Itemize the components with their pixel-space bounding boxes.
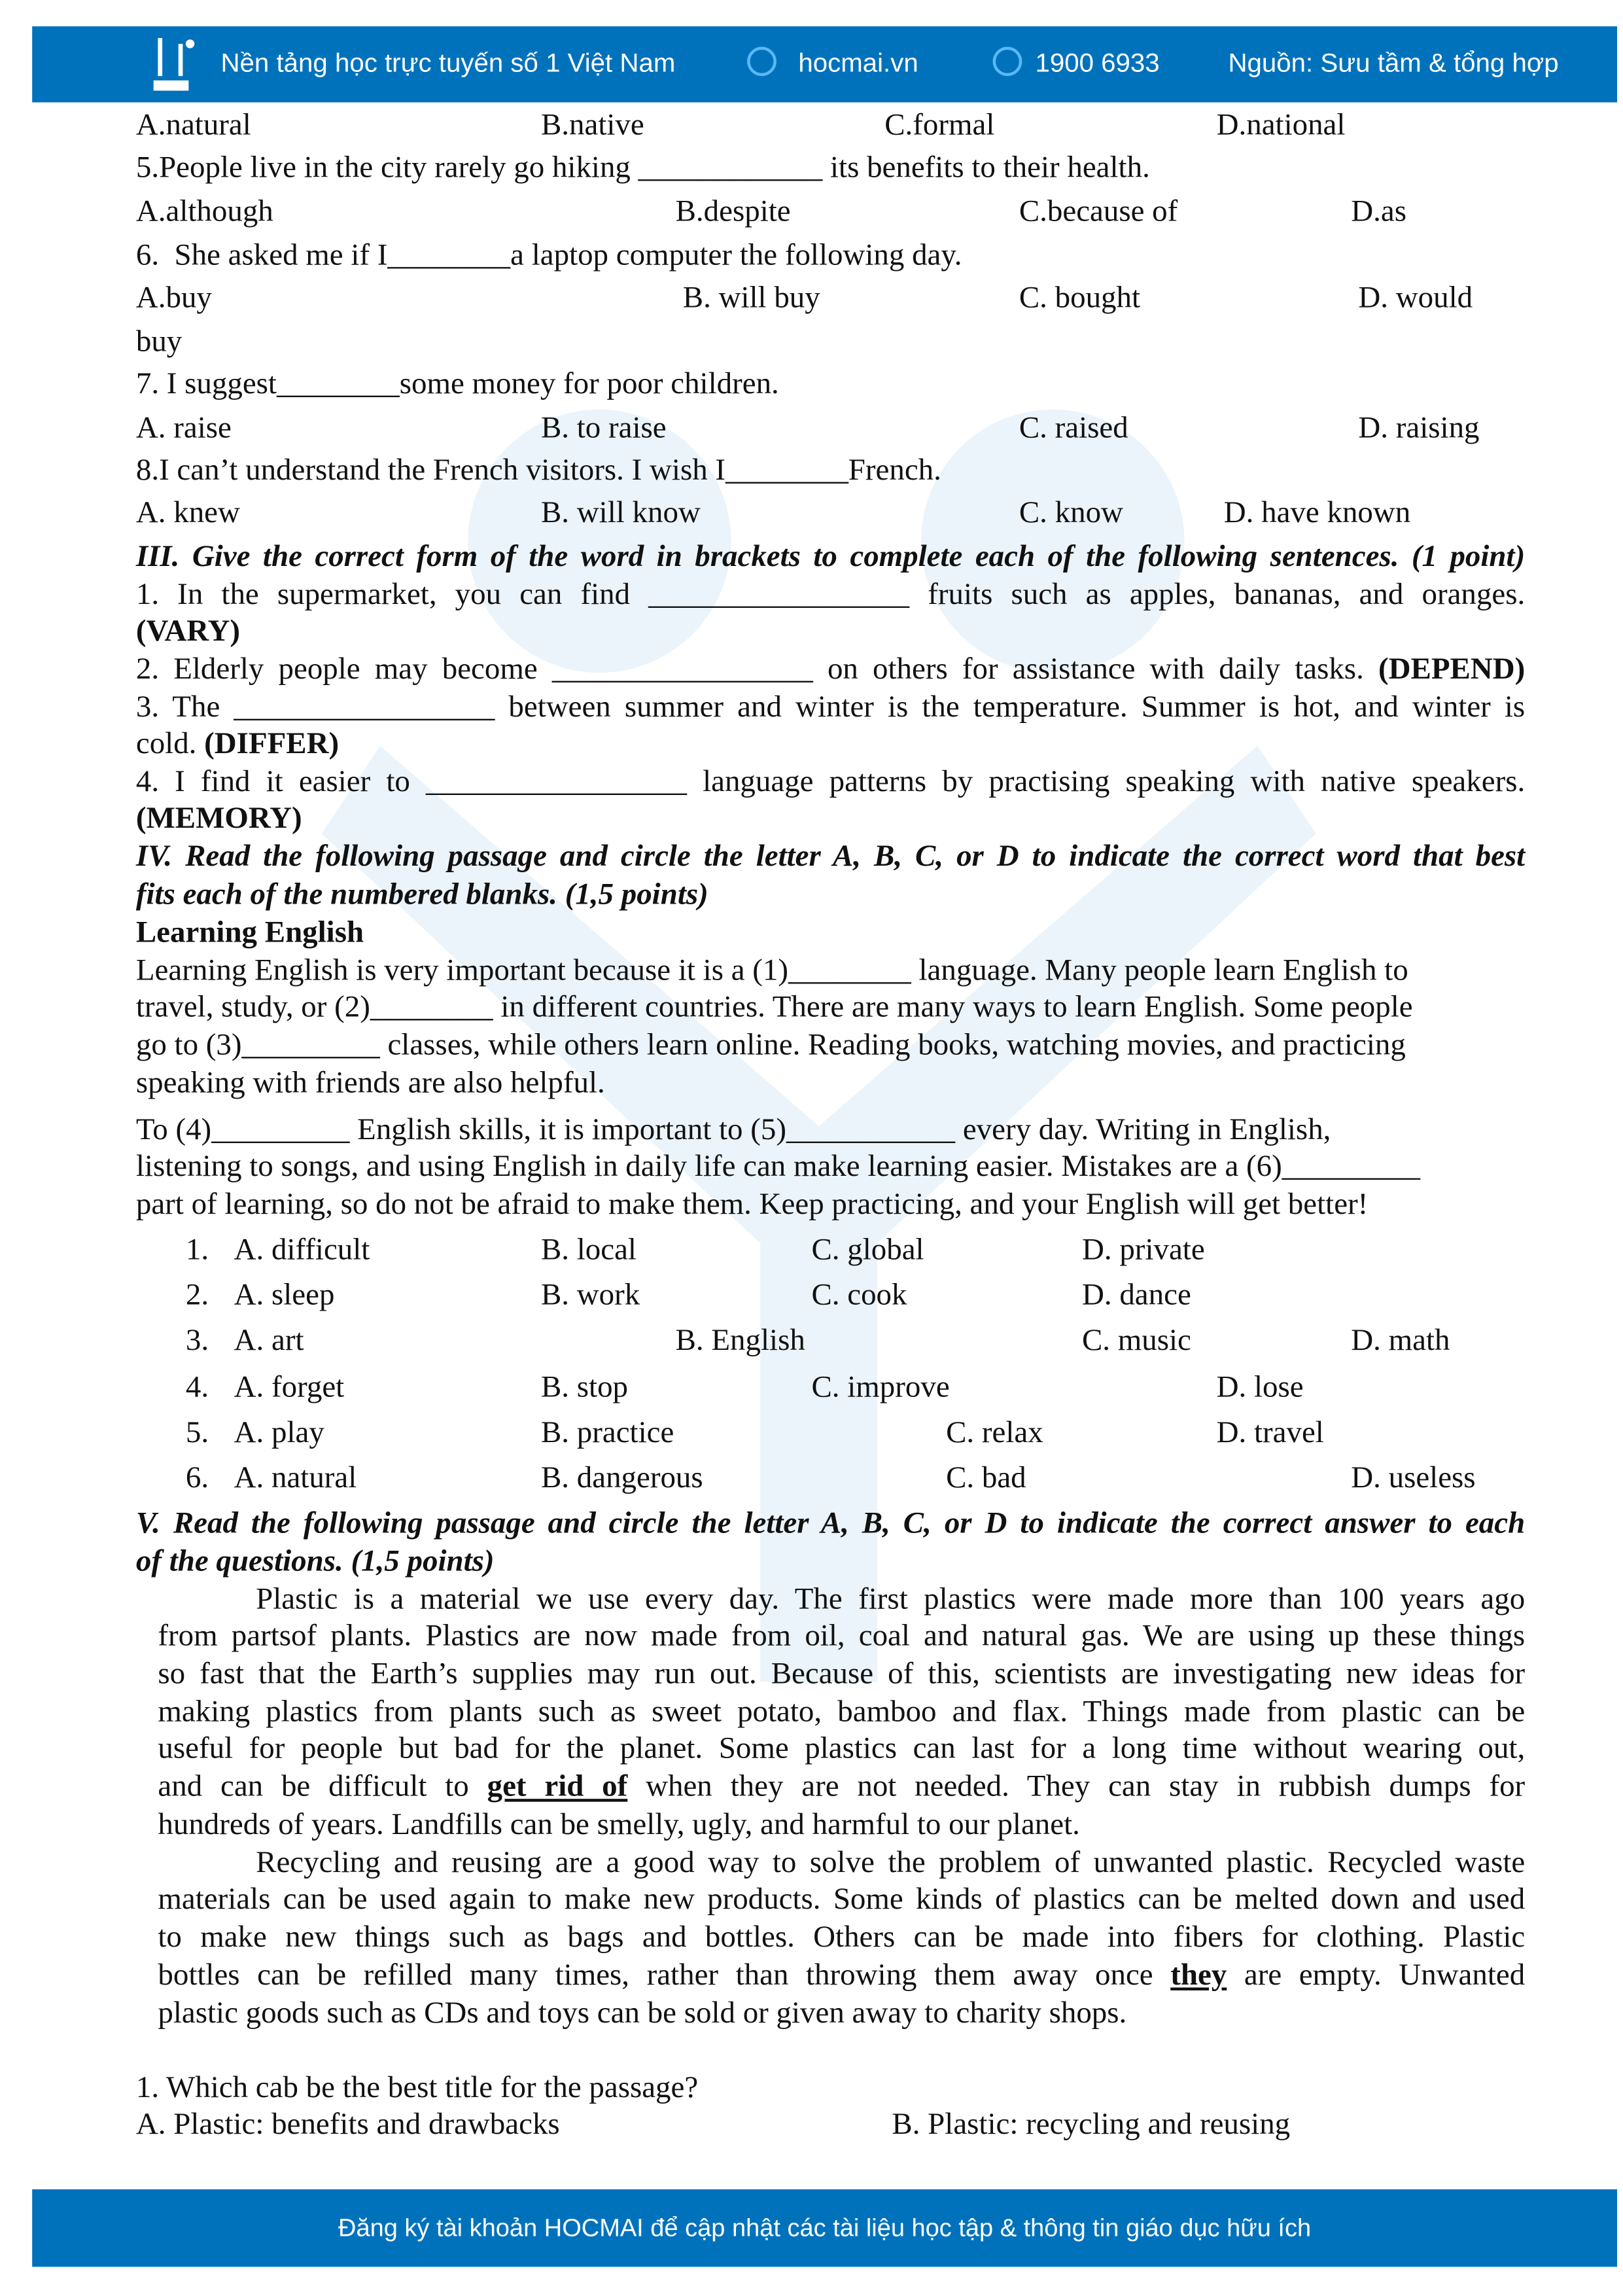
option-d: D. lose — [1216, 1369, 1304, 1404]
text: bottles can be refilled many times, rather than throwing them away once — [158, 1956, 1171, 1992]
part3-word-4: (MEMORY) — [135, 800, 302, 836]
option-b: B. practice — [540, 1414, 674, 1449]
option-a: A. Plastic: benefits and drawbacks — [135, 2106, 560, 2142]
option-a: A. natural — [234, 1459, 357, 1495]
part3-heading: III. Give the correct form of the word in brackets to complete each of the following sentences. (1 point) — [135, 538, 1526, 574]
option-b: B. work — [540, 1277, 640, 1312]
option-d: D. dance — [1081, 1277, 1191, 1312]
header-slogan: Nền tảng học trực tuyến số 1 Việt Nam — [220, 48, 676, 78]
reading-line: from partsof plants. Plastics are now made from oil, coal and natural gas. We are using up these things — [158, 1617, 1526, 1653]
question-6: 6. She asked me if I________a laptop computer the following day. — [135, 237, 962, 272]
passage-line: part of learning, so do not be afraid to make them. Keep practicing, and your English will get better! — [135, 1186, 1369, 1222]
reading-line: Plastic is a material we use every day. The first plastics were made more than 100 years ago — [256, 1581, 1526, 1616]
word-hint: (DIFFER) — [204, 725, 340, 761]
option-c: C. raised — [1019, 409, 1128, 445]
option-a: A. forget — [234, 1369, 345, 1404]
question-5: 5.People live in the city rarely go hiking ____________ its benefits to their health. — [135, 149, 1150, 185]
word-hint: (DEPEND) — [1378, 650, 1526, 686]
option-a: A. sleep — [234, 1277, 335, 1312]
option-c: C. know — [1019, 494, 1123, 530]
option-b: B. will know — [540, 494, 701, 530]
option-c: C. improve — [811, 1369, 950, 1404]
option-a: A. raise — [135, 409, 232, 445]
header-banner — [32, 26, 1617, 102]
option-d-wrap: buy — [135, 323, 183, 359]
reading-line: Recycling and reusing are a good way to solve the problem of unwanted plastic. Recycled waste — [256, 1844, 1526, 1880]
option-d: D. raising — [1358, 409, 1480, 445]
part3-question-3-cont — [136, 726, 339, 761]
reading-line — [158, 1957, 1525, 1992]
reading-line: plastic goods such as CDs and toys can be sold or given away to charity shops. — [158, 1994, 1127, 2030]
part3-question-1: 1. In the supermarket, you can find _________________ fruits such as apples, bananas, and oranges. — [135, 576, 1526, 612]
part4-heading-cont: fits each of the numbered blanks. (1,5 points) — [135, 875, 708, 911]
option-b: B. stop — [540, 1369, 629, 1404]
option-b: B. English — [675, 1322, 805, 1358]
part5-heading-cont: of the questions. (1,5 points) — [135, 1543, 495, 1578]
text: when they are not needed. They can stay in rubbish dumps for — [646, 1768, 1526, 1803]
highlighted-phrase: get rid of — [487, 1768, 628, 1803]
part5-heading: V. Read the following passage and circle the letter A, B, C, or D to indicate the correct answer to each — [135, 1504, 1526, 1540]
part3-question-3: 3. The _________________ between summer and winter is the temperature. Summer is hot, and winter is — [135, 688, 1526, 724]
footer-banner — [32, 2189, 1617, 2267]
globe-icon — [747, 47, 777, 77]
option-d: D.national — [1216, 107, 1346, 142]
option-c: C.because of — [1019, 193, 1178, 228]
footer-text: Đăng ký tài khoản HOCMAI để cập nhật các tài liệu học tập & thông tin giáo dục hữu ích — [338, 2214, 1312, 2242]
text: and can be difficult to — [158, 1768, 487, 1803]
option-a: A. art — [234, 1322, 304, 1358]
phone-icon — [993, 47, 1022, 77]
option-number: 6. — [185, 1459, 209, 1495]
option-c: C.formal — [884, 107, 995, 142]
passage-line: go to (3)_________ classes, while others learn online. Reading books, watching movies, and practicing — [135, 1027, 1406, 1062]
passage-line: Learning English is very important because it is a (1)________ language. Many people learn English to — [135, 952, 1408, 987]
option-number: 5. — [185, 1414, 209, 1449]
option-number: 4. — [185, 1369, 209, 1404]
reading-line — [158, 1768, 1525, 1803]
header-phone[interactable]: 1900 6933 — [1035, 48, 1160, 78]
highlighted-word: they — [1170, 1956, 1227, 1992]
option-a: A. difficult — [234, 1231, 370, 1267]
part3-question-4: 4. I find it easier to _________________ language patterns by practising speaking with native speakers. — [135, 763, 1526, 799]
part3-question-2 — [136, 651, 1525, 686]
passage-title: Learning English — [135, 913, 364, 949]
option-number: 1. — [185, 1231, 209, 1267]
option-c: C. music — [1081, 1322, 1191, 1358]
option-d: D. private — [1081, 1231, 1205, 1267]
option-d: D. have known — [1223, 494, 1411, 530]
option-a: A. knew — [135, 494, 240, 530]
reading-line: useful for people but bad for the planet. Some plastics can last for a long time without wearing out, — [158, 1730, 1526, 1765]
question-8: 8.I can’t understand the French visitors. I wish I________French. — [135, 451, 941, 487]
passage-line: travel, study, or (2)________ in different countries. There are many ways to learn English. Some people — [135, 988, 1413, 1024]
reading-line: so fast that the Earth’s supplies may run out. Because of this, scientists are investigating new ideas for — [158, 1655, 1526, 1691]
passage-line: speaking with friends are also helpful. — [135, 1065, 605, 1100]
option-b: B. will buy — [682, 279, 820, 315]
reading-line: hundreds of years. Landfills can be smelly, ugly, and harmful to our planet. — [158, 1806, 1080, 1841]
part4-heading: IV. Read the following passage and circle the letter A, B, C, or D to indicate the correct word that best — [135, 838, 1526, 874]
option-c: C. bad — [946, 1459, 1026, 1495]
option-d: D.as — [1351, 193, 1406, 228]
option-b: B.despite — [675, 193, 791, 228]
option-number: 2. — [185, 1277, 209, 1312]
option-b: B.native — [540, 107, 644, 142]
option-a: A.natural — [135, 107, 251, 142]
option-c: C. bought — [1019, 279, 1141, 315]
reading-line: materials can be used again to make new products. Some kinds of plastics can be melted down and used — [158, 1881, 1526, 1916]
passage-line: To (4)_________ English skills, it is important to (5)___________ every day. Writing in English, — [135, 1111, 1331, 1147]
option-a: A. play — [234, 1414, 324, 1449]
question-text: 2. Elderly people may become _________________ on others for assistance with daily tasks. — [135, 650, 1364, 686]
header-website-link[interactable]: hocmai.vn — [798, 48, 918, 78]
text: are empty. Unwanted — [1244, 1956, 1526, 1992]
option-c: C. cook — [811, 1277, 907, 1312]
option-b: B. local — [540, 1231, 637, 1267]
header-source: Nguồn: Sưu tầm & tổng hợp — [1228, 48, 1559, 78]
reading-line: to make new things such as bags and bottles. Others can be made into fibers for clothing. Plastic — [158, 1918, 1526, 1954]
option-d: D. would — [1358, 279, 1473, 315]
option-b: B. Plastic: recycling and reusing — [892, 2106, 1291, 2142]
option-b: B. to raise — [540, 409, 667, 445]
option-c: C. relax — [946, 1414, 1043, 1449]
option-a: A.buy — [135, 279, 212, 315]
part5-question-1: 1. Which cab be the best title for the passage? — [135, 2069, 699, 2105]
part3-word-1: (VARY) — [135, 612, 241, 648]
option-d: D. useless — [1351, 1459, 1476, 1495]
option-d: D. travel — [1216, 1414, 1324, 1449]
option-d: D. math — [1351, 1322, 1450, 1358]
option-b: B. dangerous — [540, 1459, 703, 1495]
option-c: C. global — [811, 1231, 924, 1267]
question-7: 7. I suggest________some money for poor children. — [135, 365, 779, 401]
option-a: A.although — [135, 193, 273, 228]
passage-line: listening to songs, and using English in daily life can make learning easier. Mistakes are a (6)_________ — [135, 1148, 1420, 1184]
reading-line: making plastics from plants such as sweet potato, bamboo and flax. Things made from plastic can be — [158, 1693, 1526, 1729]
option-number: 3. — [185, 1322, 209, 1358]
question-text: cold. — [135, 725, 205, 761]
hocmai-logo-icon — [149, 35, 207, 94]
